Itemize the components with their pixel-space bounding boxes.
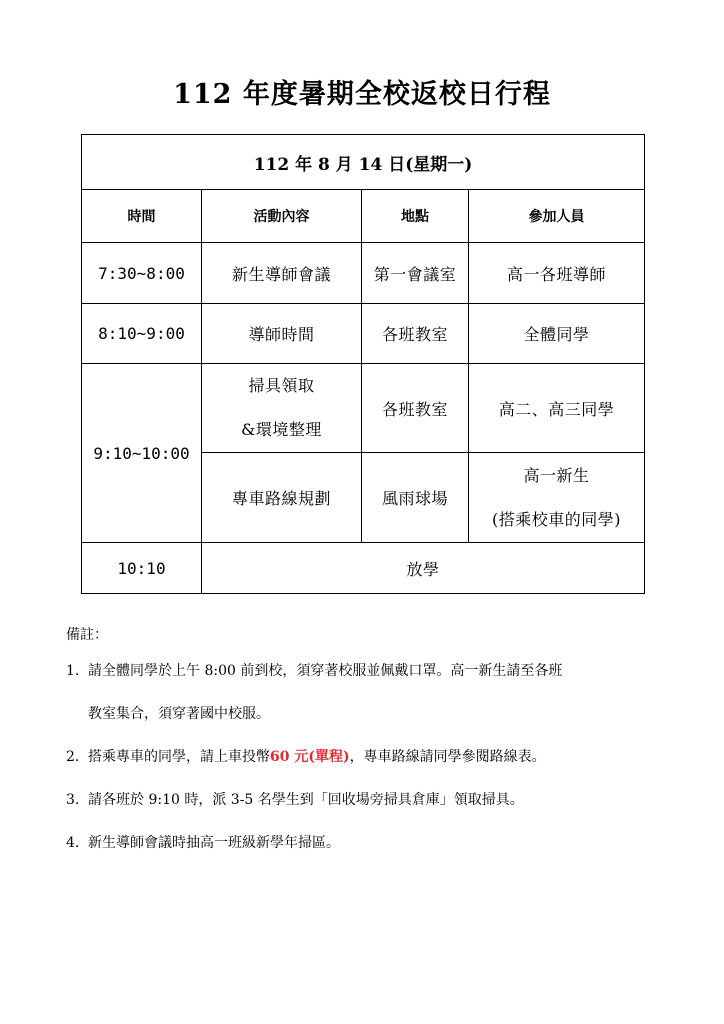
activity-cell: 專車路線規劃 — [202, 453, 362, 543]
note-item — [66, 789, 686, 811]
participants-line: (搭乘校車的同學) — [492, 509, 622, 529]
header-row — [82, 190, 645, 243]
note-line: 教室集合，須穿著國中校服。 — [88, 706, 270, 722]
header-location: 地點 — [362, 190, 469, 243]
note-number: 1. — [66, 663, 80, 679]
page-title: 112 年度暑期全校返校日行程 — [173, 79, 551, 110]
activity-line: &環境整理 — [241, 420, 322, 439]
note-text — [88, 746, 686, 768]
time-cell: 9:10~10:00 — [82, 364, 202, 543]
note-item — [66, 746, 686, 768]
location-cell: 風雨球場 — [362, 453, 469, 543]
schedule-table — [81, 134, 645, 594]
time-cell: 8:10~9:00 — [82, 304, 202, 364]
notes-title: 備註： — [66, 627, 108, 643]
activity-cell: 導師時間 — [202, 304, 362, 364]
date-row — [82, 135, 645, 190]
participants-cell: 高二、高三同學 — [469, 364, 645, 453]
note-line: 請全體同學於上午 8:00 前到校，須穿著校服並佩戴口罩。高一新生請至各班 — [88, 663, 563, 679]
participants-cell: 高一各班導師 — [469, 243, 645, 304]
activity-cell: 放學 — [202, 543, 645, 594]
table-row — [82, 364, 645, 453]
header-participants: 參加人員 — [469, 190, 645, 243]
note-text-after: ，專車路線請同學參閱路線表。 — [349, 749, 546, 765]
activity-line: 掃具領取 — [248, 376, 315, 395]
activity-cell — [202, 364, 362, 453]
note-number: 2. — [66, 749, 80, 765]
activity-cell: 新生導師會議 — [202, 243, 362, 304]
participants-cell: 全體同學 — [469, 304, 645, 364]
table-row — [82, 543, 645, 594]
note-text: 新生導師會議時抽高一班級新學年掃區。 — [88, 835, 340, 851]
table-row — [82, 243, 645, 304]
note-text: 請各班於 9:10 時，派 3-5 名學生到「回收場旁掃具倉庫」領取掃具。 — [88, 792, 524, 808]
note-text — [88, 660, 686, 725]
note-item — [66, 660, 686, 725]
notes-section — [66, 622, 686, 875]
location-cell: 各班教室 — [362, 364, 469, 453]
location-cell: 各班教室 — [362, 304, 469, 364]
participants-cell — [469, 453, 645, 543]
date-cell: 112 年 8 月 14 日(星期一) — [82, 135, 645, 190]
location-cell: 第一會議室 — [362, 243, 469, 304]
table-row — [82, 304, 645, 364]
participants-line: 高一新生 — [523, 465, 590, 485]
header-activity: 活動內容 — [202, 190, 362, 243]
time-cell: 10:10 — [82, 543, 202, 594]
note-number: 4. — [66, 835, 80, 851]
note-number: 3. — [66, 792, 80, 808]
note-item — [66, 832, 686, 854]
fare-highlight: 60 元(單程) — [270, 749, 350, 765]
time-cell: 7:30~8:00 — [82, 243, 202, 304]
note-text-before: 搭乘專車的同學，請上車投幣 — [88, 749, 270, 765]
header-time: 時間 — [82, 190, 202, 243]
